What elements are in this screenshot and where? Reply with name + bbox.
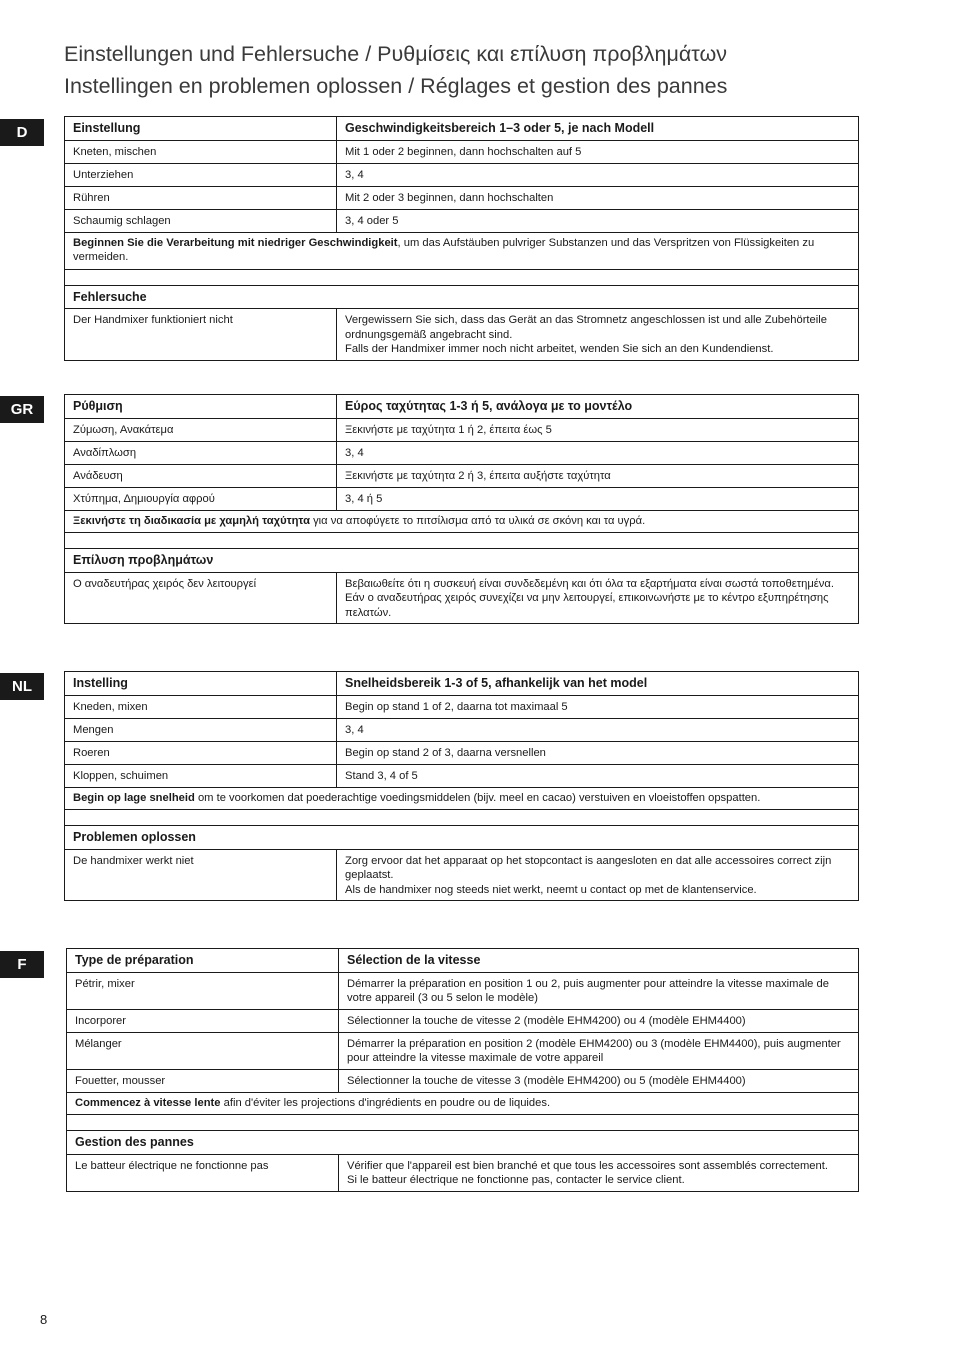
spacer-cell xyxy=(65,810,859,826)
solution-line: Εάν ο αναδευτήρας χειρός συνεχίζει να μην λειτουργεί, επικοινωνήστε με το κέντρο εξυπηρέτησης πελατών. xyxy=(345,592,829,619)
setting-cell: Ζύμωση, Ανακάτεμα xyxy=(65,418,337,441)
page-title-line-2: Instellingen en problemen oplossen / Réglages et gestion des pannes xyxy=(64,74,728,98)
setting-cell: Ανάδευση xyxy=(65,464,337,487)
solution-cell xyxy=(337,849,859,901)
table-row xyxy=(65,140,859,163)
speed-cell: Démarrer la préparation en position 1 ou 2, puis augmenter pour atteindre la vitesse maximale de votre appareil (3 ou 5 selon le modèle) xyxy=(339,972,859,1009)
note-text: για να αποφύγετε το πιτσίλισμα από τα υλικά σε σκόνη και τα υγρά. xyxy=(309,514,646,527)
speed-cell: Ξεκινήστε με ταχύτητα 1 ή 2, έπειτα έως 5 xyxy=(337,418,859,441)
section-de xyxy=(64,116,859,361)
table-row xyxy=(65,163,859,186)
note-cell xyxy=(65,510,859,533)
section-fr xyxy=(66,948,859,1192)
note-bold-text: Ξεκινήστε τη διαδικασία με χαμηλή ταχύτητα xyxy=(73,514,310,527)
setting-cell: Pétrir, mixer xyxy=(67,972,339,1009)
section-nl xyxy=(64,671,859,901)
solution-line: Vergewissern Sie sich, dass das Gerät an das Stromnetz angeschlossen ist und alle Zubehörteile ordnungsgemäß angebracht sind. xyxy=(345,314,827,341)
speed-cell: 3, 4 oder 5 xyxy=(337,209,859,232)
speed-cell: Mit 2 oder 3 beginnen, dann hochschalten xyxy=(337,186,859,209)
table-row xyxy=(65,418,859,441)
settings-table-nl xyxy=(64,671,859,901)
setting-cell: Schaumig schlagen xyxy=(65,209,337,232)
solution-line: Si le batteur électrique ne fonctionne pas, contacter le service client. xyxy=(347,1174,685,1186)
speed-header-cell: Sélection de la vitesse xyxy=(339,949,859,973)
speed-header-cell: Snelheidsbereik 1-3 of 5, afhankelijk van het model xyxy=(337,672,859,696)
speed-cell: Begin op stand 2 of 3, daarna versnellen xyxy=(337,741,859,764)
language-tab-nl: NL xyxy=(0,673,44,700)
setting-cell: Χτύπημα, Δημιουργία αφρού xyxy=(65,487,337,510)
note-text: afin d'éviter les projections d'ingrédients en poudre ou de liquides. xyxy=(220,1096,551,1109)
problem-cell: De handmixer werkt niet xyxy=(65,849,337,901)
note-row xyxy=(65,510,859,533)
setting-cell: Mengen xyxy=(65,718,337,741)
page-title-line-1: Einstellungen und Fehlersuche / Ρυθμίσεις και επίλυση προβλημάτων xyxy=(64,42,728,66)
problem-cell: Le batteur électrique ne fonctionne pas xyxy=(67,1154,339,1191)
troubleshooting-row xyxy=(65,849,859,901)
settings-header-row xyxy=(65,672,859,696)
speed-cell: 3, 4 xyxy=(337,441,859,464)
note-row xyxy=(67,1092,859,1115)
language-tab-f: F xyxy=(0,951,44,978)
solution-line: Falls der Handmixer immer noch nicht arbeitet, wenden Sie sich an den Kundendienst. xyxy=(345,343,774,355)
speed-cell: Sélectionner la touche de vitesse 3 (modèle EHM4200) ou 5 (modèle EHM4400) xyxy=(339,1069,859,1092)
section-gr xyxy=(64,394,859,624)
solution-line: Zorg ervoor dat het apparaat op het stopcontact is aangesloten en dat alle accessoires correct zijn geplaatst. xyxy=(345,854,832,881)
note-cell xyxy=(65,787,859,810)
settings-header-row xyxy=(65,395,859,419)
setting-cell: Kneten, mischen xyxy=(65,140,337,163)
troubleshooting-header-row xyxy=(65,549,859,573)
table-row xyxy=(67,1069,859,1092)
table-row xyxy=(67,1009,859,1032)
setting-cell: Fouetter, mousser xyxy=(67,1069,339,1092)
settings-header-cell: Type de préparation xyxy=(67,949,339,973)
note-bold-text: Begin op lage snelheid xyxy=(73,791,195,804)
table-row xyxy=(65,464,859,487)
settings-header-cell: Instelling xyxy=(65,672,337,696)
settings-table-fr xyxy=(66,948,859,1192)
setting-cell: Mélanger xyxy=(67,1032,339,1069)
spacer-cell xyxy=(65,269,859,285)
table-row xyxy=(67,972,859,1009)
speed-cell: Stand 3, 4 of 5 xyxy=(337,764,859,787)
solution-line: Vérifier que l'appareil est bien branché et que tous les accessoires sont assemblés correctement. xyxy=(347,1159,828,1172)
settings-header-row xyxy=(65,117,859,141)
solution-cell xyxy=(339,1154,859,1191)
language-tab-gr: GR xyxy=(0,396,44,423)
settings-header-row xyxy=(67,949,859,973)
speed-cell: 3, 4 xyxy=(337,718,859,741)
troubleshooting-row xyxy=(65,309,859,361)
troubleshooting-header-row xyxy=(67,1131,859,1155)
spacer-cell xyxy=(65,533,859,549)
solution-cell xyxy=(337,572,859,624)
settings-table-de xyxy=(64,116,859,361)
speed-cell: Mit 1 oder 2 beginnen, dann hochschalten auf 5 xyxy=(337,140,859,163)
note-row xyxy=(65,787,859,810)
table-row xyxy=(65,695,859,718)
page-number: 8 xyxy=(40,1312,48,1327)
settings-header-cell: Ρύθμιση xyxy=(65,395,337,419)
setting-cell: Incorporer xyxy=(67,1009,339,1032)
troubleshooting-header-row xyxy=(65,826,859,850)
spacer-row xyxy=(67,1115,859,1131)
table-row xyxy=(65,741,859,764)
problem-cell: Ο αναδευτήρας χειρός δεν λειτουργεί xyxy=(65,572,337,624)
speed-cell: Démarrer la préparation en position 2 (modèle EHM4200) ou 3 (modèle EHM4400), puis augmenter pour atteindre la vitesse maximale de votre appareil xyxy=(339,1032,859,1069)
table-row xyxy=(65,209,859,232)
table-row xyxy=(65,764,859,787)
note-row xyxy=(65,232,859,269)
solution-line: Als de handmixer nog steeds niet werkt, neemt u contact op met de klantenservice. xyxy=(345,883,757,896)
settings-header-cell: Einstellung xyxy=(65,117,337,141)
speed-cell: 3, 4 ή 5 xyxy=(337,487,859,510)
table-row xyxy=(65,718,859,741)
troubleshooting-header-cell: Fehlersuche xyxy=(65,285,859,309)
setting-cell: Αναδίπλωση xyxy=(65,441,337,464)
spacer-row xyxy=(65,810,859,826)
troubleshooting-header-cell: Gestion des pannes xyxy=(67,1131,859,1155)
table-row xyxy=(65,441,859,464)
spacer-row xyxy=(65,533,859,549)
solution-line: Βεβαιωθείτε ότι η συσκευή είναι συνδεδεμένη και ότι όλα τα εξαρτήματα είναι σωστά τοποθετημένα. xyxy=(345,577,834,590)
spacer-cell xyxy=(67,1115,859,1131)
problem-cell: Der Handmixer funktioniert nicht xyxy=(65,309,337,361)
table-row xyxy=(65,186,859,209)
note-bold-text: Beginnen Sie die Verarbeitung mit niedriger Geschwindigkeit xyxy=(73,236,398,249)
table-row xyxy=(67,1032,859,1069)
solution-cell xyxy=(337,309,859,361)
speed-header-cell: Εύρος ταχύτητας 1-3 ή 5, ανάλογα με το μοντέλο xyxy=(337,395,859,419)
table-row xyxy=(65,487,859,510)
speed-cell: Ξεκινήστε με ταχύτητα 2 ή 3, έπειτα αυξήστε ταχύτητα xyxy=(337,464,859,487)
note-cell xyxy=(67,1092,859,1115)
setting-cell: Rühren xyxy=(65,186,337,209)
troubleshooting-header-row xyxy=(65,285,859,309)
note-cell xyxy=(65,232,859,269)
troubleshooting-row xyxy=(67,1154,859,1191)
settings-table-gr xyxy=(64,394,859,624)
setting-cell: Unterziehen xyxy=(65,163,337,186)
troubleshooting-header-cell: Problemen oplossen xyxy=(65,826,859,850)
note-text: , um das Aufstäuben pulvriger Substanzen und das Verspritzen von Flüssigkeiten zu vermeiden. xyxy=(73,236,815,263)
troubleshooting-row xyxy=(65,572,859,624)
setting-cell: Roeren xyxy=(65,741,337,764)
setting-cell: Kloppen, schuimen xyxy=(65,764,337,787)
note-bold-text: Commencez à vitesse lente xyxy=(75,1096,221,1109)
page-title xyxy=(64,38,727,102)
speed-header-cell: Geschwindigkeitsbereich 1–3 oder 5, je nach Modell xyxy=(337,117,859,141)
note-text: om te voorkomen dat poederachtige voedingsmiddelen (bijv. meel en cacao) verstuiven en vloeistoffen opspatten. xyxy=(194,791,761,804)
language-tab-d: D xyxy=(0,119,44,146)
speed-cell: Begin op stand 1 of 2, daarna tot maximaal 5 xyxy=(337,695,859,718)
spacer-row xyxy=(65,269,859,285)
troubleshooting-header-cell: Επίλυση προβλημάτων xyxy=(65,549,859,573)
speed-cell: Sélectionner la touche de vitesse 2 (modèle EHM4200) ou 4 (modèle EHM4400) xyxy=(339,1009,859,1032)
setting-cell: Kneden, mixen xyxy=(65,695,337,718)
speed-cell: 3, 4 xyxy=(337,163,859,186)
